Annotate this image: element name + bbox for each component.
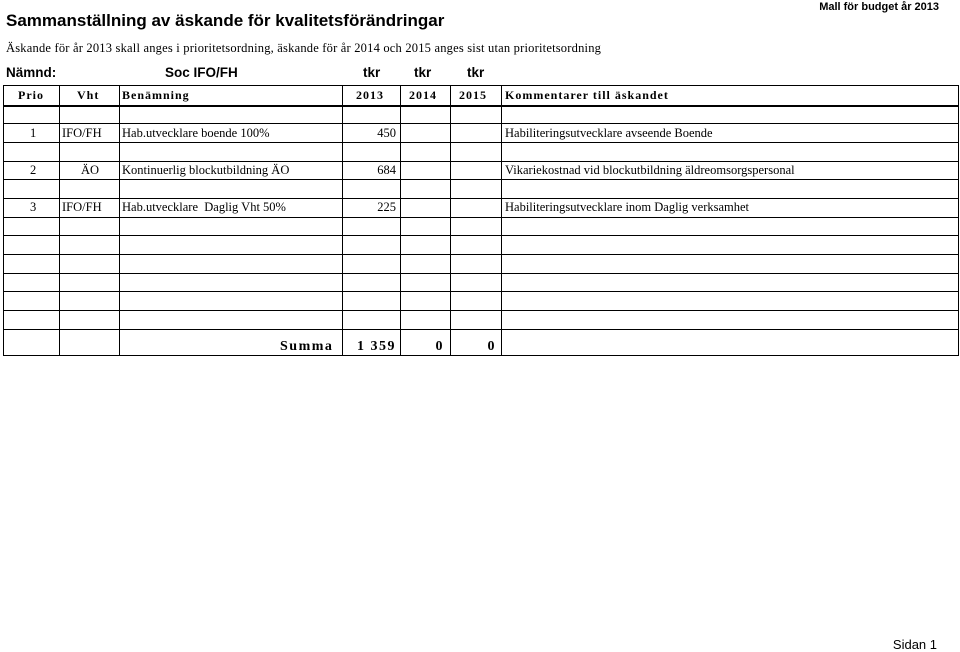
row-divider: [4, 235, 958, 236]
header-vht: Vht: [77, 88, 100, 102]
row-divider: [4, 142, 958, 143]
request-table: [3, 85, 959, 356]
namnd-value: Soc IFO/FH: [165, 65, 238, 80]
row-2-2013: 684: [377, 163, 396, 177]
unit-label-2015: tkr: [467, 65, 485, 80]
row-divider: [4, 329, 958, 330]
namnd-label: Nämnd:: [6, 65, 57, 80]
unit-label-2014: tkr: [414, 65, 432, 80]
header-kommentar: Kommentarer till äskandet: [505, 88, 669, 102]
header-2014: 2014: [409, 88, 437, 102]
row-2-prio: 2: [30, 163, 37, 177]
row-3-kommentar: Habiliteringsutvecklare inom Daglig verksamhet: [505, 200, 750, 214]
row-divider: [4, 273, 958, 274]
column-divider: [59, 86, 60, 355]
row-divider: [4, 179, 958, 180]
row-2-benamning: Kontinuerlig blockutbildning ÄO: [122, 163, 290, 177]
row-3-prio: 3: [30, 200, 37, 214]
row-1-kommentar: Habiliteringsutvecklare avseende Boende: [505, 126, 713, 140]
column-divider: [119, 86, 120, 355]
row-divider: [4, 217, 958, 218]
row-divider: [4, 254, 958, 255]
row-1-vht: IFO/FH: [62, 126, 102, 140]
summa-2014: 0: [435, 339, 444, 354]
row-2-kommentar: Vikariekostnad vid blockutbildning äldreomsorgspersonal: [505, 163, 795, 177]
column-divider: [450, 86, 451, 355]
row-divider: [4, 291, 958, 292]
header-2015: 2015: [459, 88, 487, 102]
row-divider: [4, 123, 958, 124]
row-divider: [4, 310, 958, 311]
header-prio: Prio: [18, 88, 44, 102]
template-note: Mall för budget år 2013: [819, 1, 939, 13]
summa-2013: 1 359: [357, 339, 396, 354]
row-1-benamning: Hab.utvecklare boende 100%: [122, 126, 270, 140]
header-benamning: Benämning: [122, 88, 190, 102]
row-3-benamning: Hab.utvecklare Daglig Vht 50%: [122, 200, 286, 214]
unit-label-2013: tkr: [363, 65, 381, 80]
document-title: Sammanställning av äskande för kvalitetsförändringar: [6, 11, 445, 30]
page-number: Sidan 1: [892, 637, 937, 652]
row-2-vht: ÄO: [81, 163, 100, 177]
header-2013: 2013: [356, 88, 384, 102]
row-1-2013: 450: [377, 126, 396, 140]
row-3-2013: 225: [377, 200, 396, 214]
header-divider: [4, 105, 958, 107]
column-divider: [501, 86, 502, 355]
column-divider: [400, 86, 401, 355]
row-3-vht: IFO/FH: [62, 200, 102, 214]
row-1-prio: 1: [30, 126, 37, 140]
summa-2015: 0: [487, 339, 496, 354]
instructions-text: Äskande för år 2013 skall anges i prioritetsordning, äskande för år 2014 och 2015 anges sist utan prioritetsordning: [6, 41, 602, 55]
summa-label: Summa: [280, 339, 334, 354]
